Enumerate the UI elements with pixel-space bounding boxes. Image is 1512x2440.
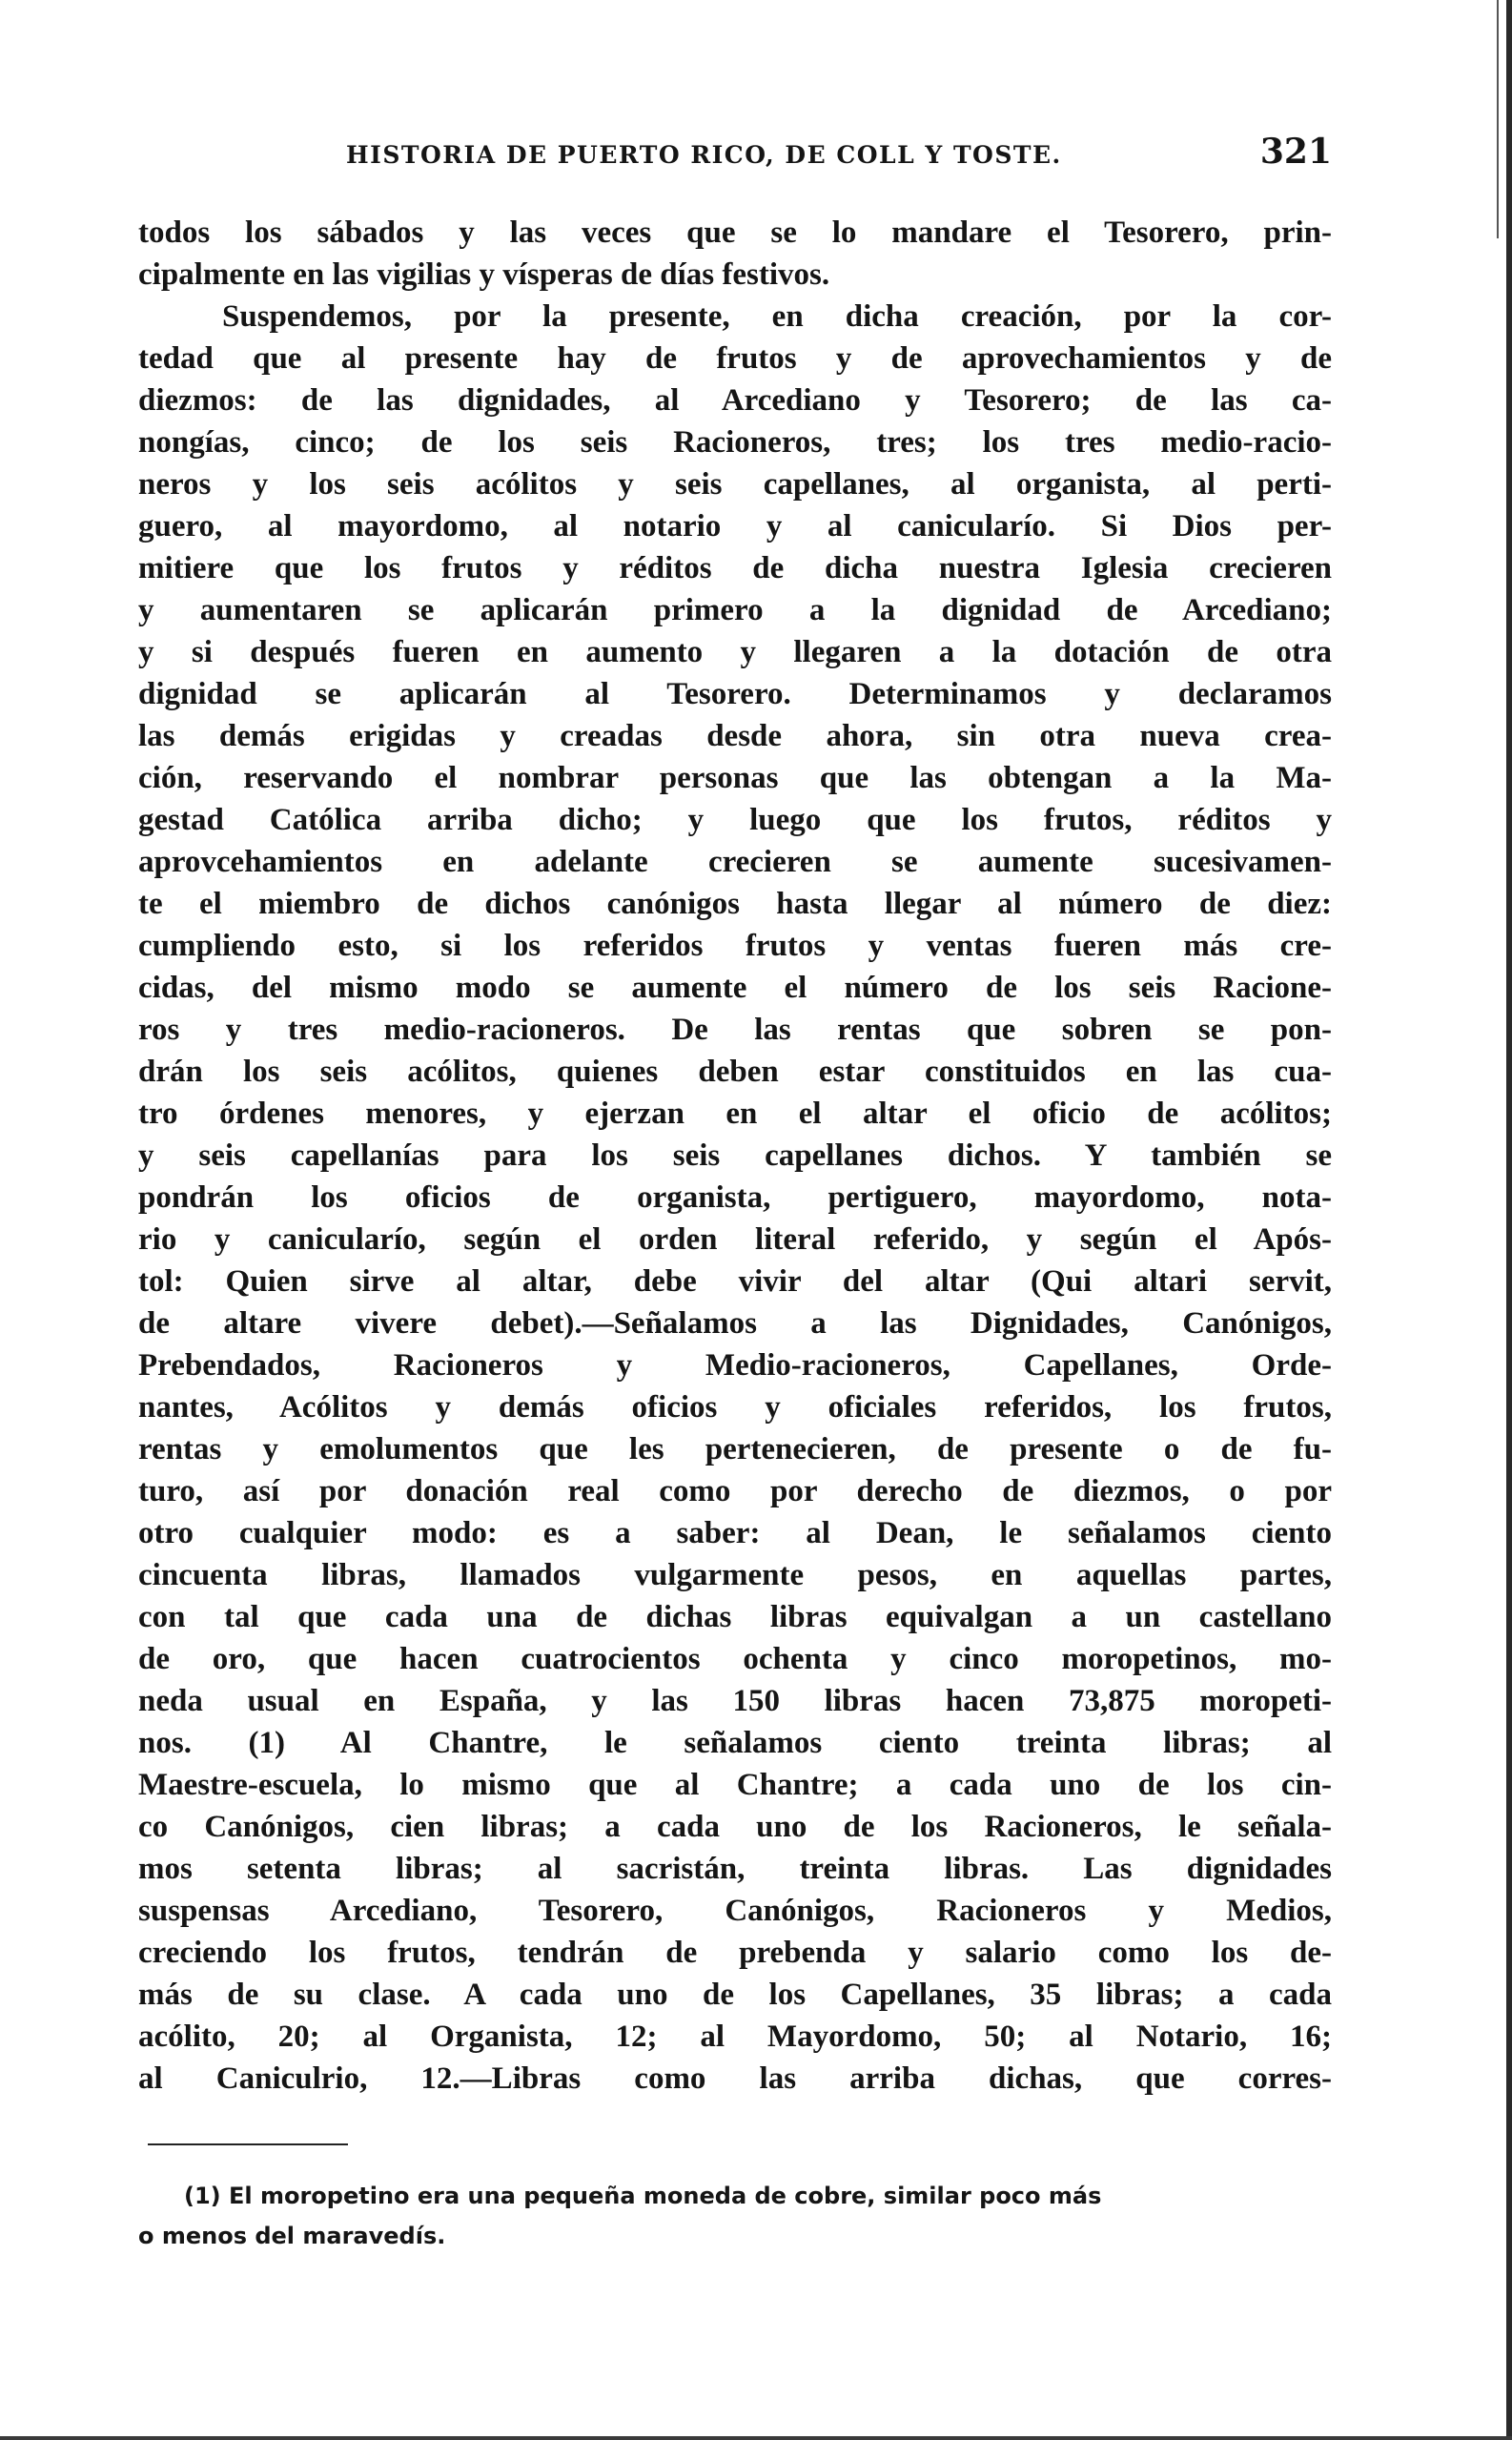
text-line: Prebendados, Racioneros y Medio-racioneros, Capellanes, Orde-: [138, 1348, 1332, 1383]
text-line: aprovcehamientos en adelante crecieren se aumente sucesivamen-: [138, 845, 1332, 879]
text-line: gestad Católica arriba dicho; y luego que los frutos, réditos y: [138, 803, 1332, 837]
page-number: 321: [1259, 132, 1332, 172]
text-line: cidas, del mismo modo se aumente el número de los seis Racione-: [138, 971, 1332, 1005]
text-line: mitiere que los frutos y réditos de dicha nuestra Iglesia crecieren: [138, 551, 1332, 585]
text-line: co Canónigos, cien libras; a cada uno de los Racioneros, le señala-: [138, 1810, 1332, 1844]
text-line: y si después fueren en aumento y llegaren a la dotación de otra: [138, 635, 1332, 669]
text-line: de oro, que hacen cuatrocientos ochenta y cinco moropetinos, mo-: [138, 1642, 1332, 1676]
scan-border-right: [1506, 0, 1512, 2440]
text-line: guero, al mayordomo, al notario y al canicularío. Si Dios per-: [138, 509, 1332, 543]
scan-border-mark: [1497, 0, 1499, 238]
text-line: suspensas Arcediano, Tesorero, Canónigos, Racioneros y Medios,: [138, 1894, 1332, 1928]
footnote-rule: [148, 2143, 348, 2145]
text-line: las demás erigidas y creadas desde ahora, sin otra nueva crea-: [138, 719, 1332, 753]
scan-border-bottom: [0, 2436, 1512, 2440]
text-line: más de su clase. A cada uno de los Capellanes, 35 libras; a cada: [138, 1978, 1332, 2012]
text-line: tedad que al presente hay de frutos y de aprovechamientos y de: [138, 341, 1332, 376]
text-line: cipalmente en las vigilias y vísperas de días festivos.: [138, 257, 830, 292]
text-line: y aumentaren se aplicarán primero a la dignidad de Arcediano;: [138, 593, 1332, 627]
text-line: tro órdenes menores, y ejerzan en el altar el oficio de acólitos;: [138, 1097, 1332, 1131]
footnote: [138, 2176, 1332, 2256]
body-text: [138, 212, 1332, 2100]
text-line: Maestre-escuela, lo mismo que al Chantre; a cada uno de los cin-: [138, 1768, 1332, 1802]
text-line: otro cualquier modo: es a saber: al Dean, le señalamos ciento: [138, 1516, 1332, 1550]
text-line: turo, así por donación real como por derecho de diezmos, o por: [138, 1474, 1332, 1508]
text-line: nos. (1) Al Chantre, le señalamos ciento treinta libras; al: [138, 1726, 1332, 1760]
page-header: [138, 132, 1332, 179]
footnote-line: (1) El moropetino era una pequeña moneda de cobre, similar poco más: [184, 2183, 1102, 2209]
text-line: Suspendemos, por la presente, en dicha creación, por la cor-: [222, 299, 1332, 334]
text-line: tol: Quien sirve al altar, debe vivir del altar (Qui altari servit,: [138, 1264, 1332, 1299]
text-line: dignidad se aplicarán al Tesorero. Determinamos y declaramos: [138, 677, 1332, 711]
text-line: rio y canicularío, según el orden literal referido, y según el Após-: [138, 1222, 1332, 1257]
text-line: al Caniculrio, 12.—Libras como las arriba dichas, que corres-: [138, 2061, 1332, 2096]
text-line: pondrán los oficios de organista, pertiguero, mayordomo, nota-: [138, 1180, 1332, 1215]
text-line: creciendo los frutos, tendrán de prebenda y salario como los de-: [138, 1936, 1332, 1970]
footnote-line: o menos del maravedís.: [138, 2223, 446, 2249]
text-line: acólito, 20; al Organista, 12; al Mayordomo, 50; al Notario, 16;: [138, 2020, 1332, 2054]
text-line: ción, reservando el nombrar personas que las obtengan a la Ma-: [138, 761, 1332, 795]
text-line: nantes, Acólitos y demás oficios y oficiales referidos, los frutos,: [138, 1390, 1332, 1425]
text-line: nongías, cinco; de los seis Racioneros, tres; los tres medio-racio-: [138, 425, 1332, 460]
text-line: rentas y emolumentos que les pertenecieren, de presente o de fu-: [138, 1432, 1332, 1466]
text-line: cumpliendo esto, si los referidos frutos y ventas fueren más cre-: [138, 929, 1332, 963]
text-line: con tal que cada una de dichas libras equivalgan a un castellano: [138, 1600, 1332, 1634]
text-line: te el miembro de dichos canónigos hasta llegar al número de diez:: [138, 887, 1332, 921]
text-line: cincuenta libras, llamados vulgarmente pesos, en aquellas partes,: [138, 1558, 1332, 1592]
text-line: ros y tres medio-racioneros. De las rentas que sobren se pon-: [138, 1013, 1332, 1047]
text-line: neros y los seis acólitos y seis capellanes, al organista, al perti-: [138, 467, 1332, 502]
text-line: drán los seis acólitos, quienes deben estar constituidos en las cua-: [138, 1055, 1332, 1089]
text-line: de altare vivere debet).—Señalamos a las Dignidades, Canónigos,: [138, 1306, 1332, 1341]
text-line: mos setenta libras; al sacristán, treinta libras. Las dignidades: [138, 1852, 1332, 1886]
text-line: todos los sábados y las veces que se lo mandare el Tesorero, prin-: [138, 215, 1332, 250]
running-title: HISTORIA DE PUERTO RICO, DE COLL Y TOSTE.: [346, 141, 1062, 169]
text-line: neda usual en España, y las 150 libras hacen 73,875 moropeti-: [138, 1684, 1332, 1718]
text-line: diezmos: de las dignidades, al Arcediano y Tesorero; de las ca-: [138, 383, 1332, 418]
text-line: y seis capellanías para los seis capellanes dichos. Y también se: [138, 1138, 1332, 1173]
